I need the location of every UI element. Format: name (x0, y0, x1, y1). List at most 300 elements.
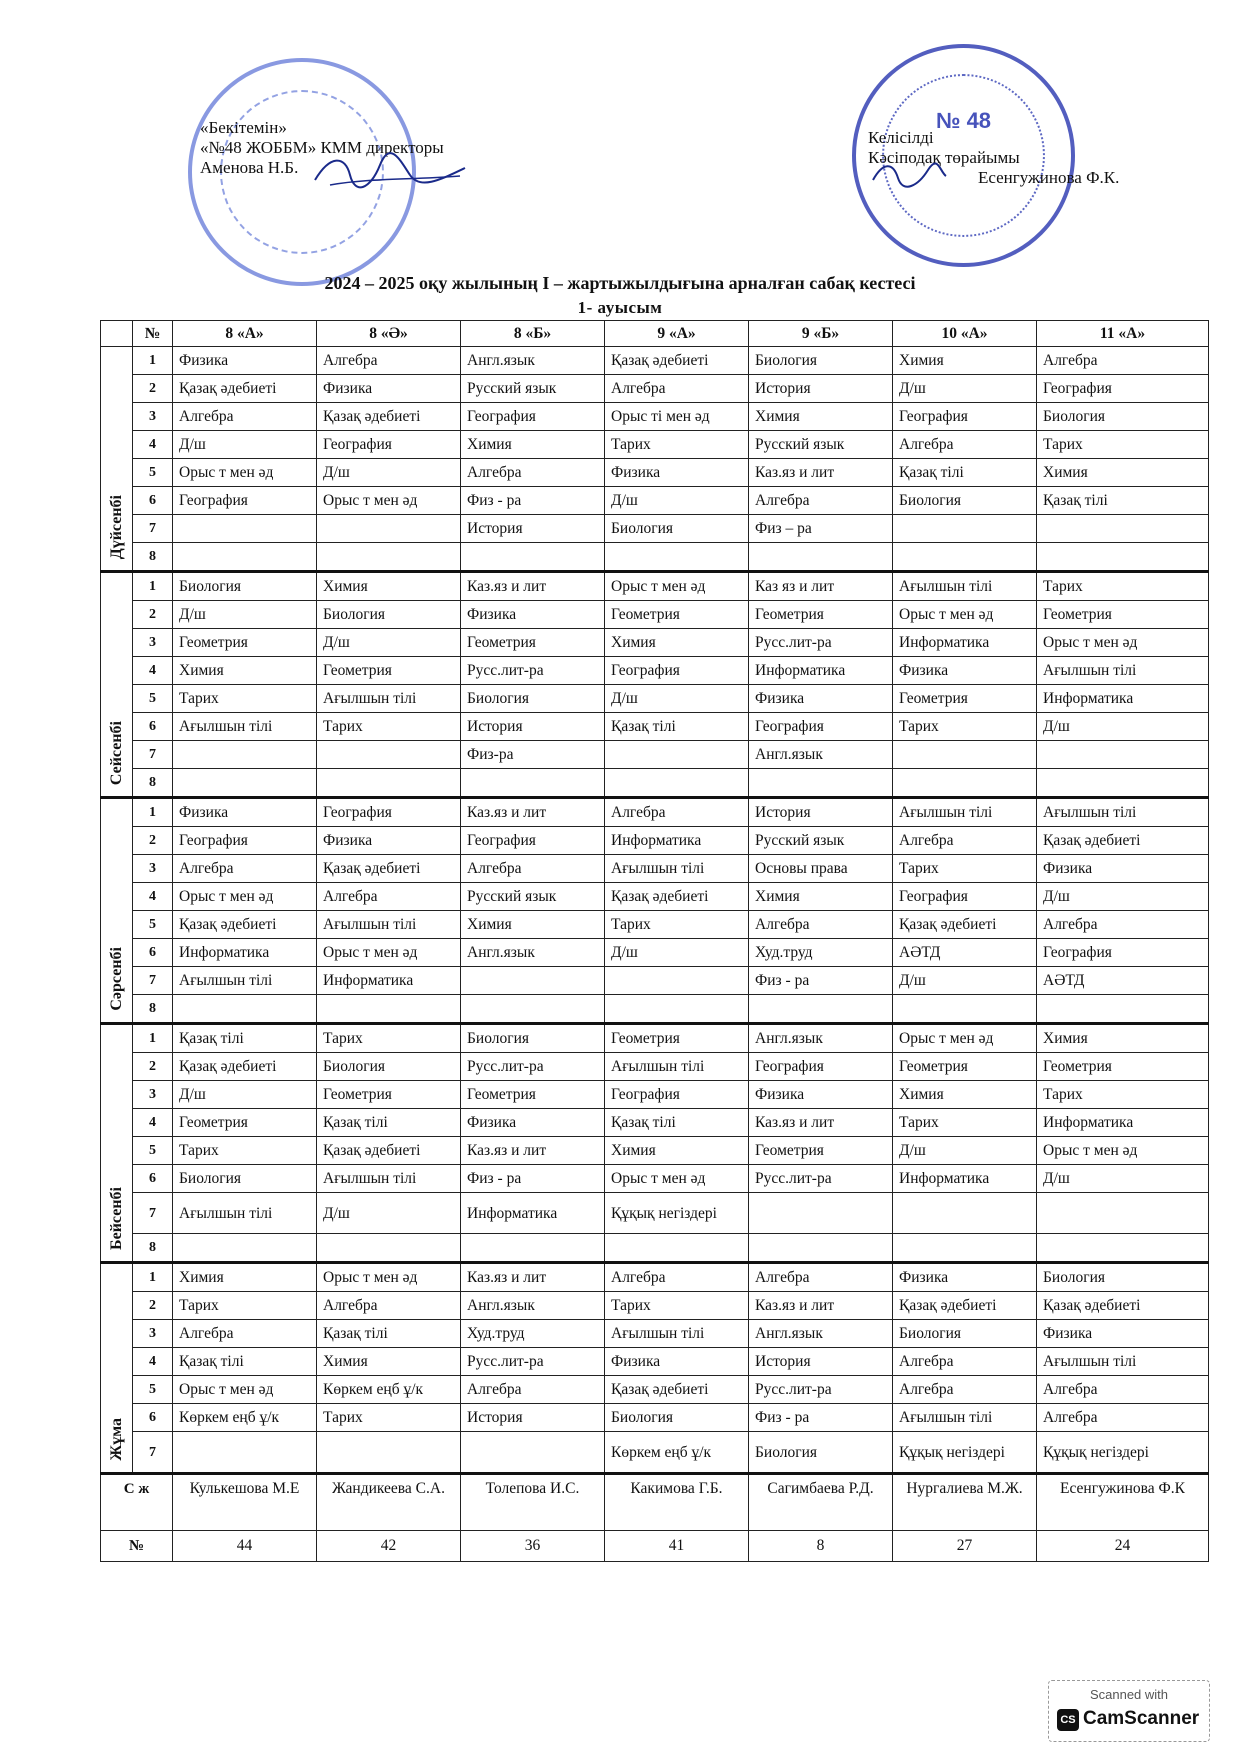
camscanner-logo-icon: CS (1057, 1709, 1079, 1731)
subject-cell: Физика (605, 459, 749, 487)
subject-cell: Информатика (749, 657, 893, 685)
subject-cell (461, 995, 605, 1024)
subject-cell: География (173, 827, 317, 855)
seal-number: № 48 (935, 108, 992, 133)
lesson-number: 2 (133, 1053, 173, 1081)
subject-cell: Д/ш (1037, 1165, 1209, 1193)
lesson-number: 6 (133, 1404, 173, 1432)
approval-name: Есенгужинова Ф.К. (978, 168, 1120, 187)
subject-cell: Тарих (173, 1292, 317, 1320)
subject-cell: География (893, 403, 1037, 431)
director-signature (310, 150, 470, 195)
subject-cell: Русс.лит-ра (461, 1348, 605, 1376)
lesson-row (101, 1348, 1209, 1376)
subject-cell: Биология (605, 515, 749, 543)
subject-cell: География (317, 798, 461, 827)
subject-cell: Ағылшын тілі (1037, 1348, 1209, 1376)
subject-cell: Информатика (605, 827, 749, 855)
subject-cell: Каз яз и лит (749, 572, 893, 601)
lesson-number: 5 (133, 911, 173, 939)
subject-cell: Қазақ әдебиеті (173, 911, 317, 939)
subject-cell: Алгебра (173, 1320, 317, 1348)
subject-cell: Алгебра (1037, 911, 1209, 939)
subject-cell: Биология (317, 1053, 461, 1081)
subject-cell: История (749, 798, 893, 827)
subject-cell: Геометрия (893, 685, 1037, 713)
subject-cell: Физ - ра (749, 1404, 893, 1432)
teacher-name: Нургалиева М.Ж. (893, 1474, 1037, 1531)
approval-name: Аменова Н.Б. (200, 158, 299, 177)
class-header: 10 «А» (893, 321, 1037, 347)
subject-cell: Ағылшын тілі (317, 685, 461, 713)
lesson-row (101, 798, 1209, 827)
subject-cell: Алгебра (1037, 347, 1209, 375)
subject-cell (317, 1432, 461, 1474)
watermark-brand: CamScanner (1083, 1708, 1200, 1729)
subject-cell: Русс.лит-ра (749, 1165, 893, 1193)
subject-cell: Каз.яз и лит (749, 459, 893, 487)
subject-cell (605, 543, 749, 572)
subject-cell: Тарих (317, 1024, 461, 1053)
subject-cell (1037, 1234, 1209, 1263)
teacher-name: Кулькешова М.Е (173, 1474, 317, 1531)
subject-cell: История (461, 1404, 605, 1432)
subject-cell: Орыс т мен әд (605, 572, 749, 601)
lesson-row (101, 1292, 1209, 1320)
day-label (101, 1024, 133, 1263)
subject-cell: Алгебра (1037, 1404, 1209, 1432)
subject-cell: Ағылшын тілі (605, 1320, 749, 1348)
lesson-row (101, 1432, 1209, 1474)
subject-cell (317, 995, 461, 1024)
lesson-row (101, 1234, 1209, 1263)
subject-cell: География (605, 1081, 749, 1109)
subject-cell: История (749, 1348, 893, 1376)
lesson-number: 7 (133, 1432, 173, 1474)
subject-cell: Қазақ тілі (893, 459, 1037, 487)
room-number: 42 (317, 1531, 461, 1562)
subject-cell: Геометрия (461, 1081, 605, 1109)
lesson-row (101, 629, 1209, 657)
subject-cell: Ағылшын тілі (893, 798, 1037, 827)
subject-cell: Орыс т мен әд (1037, 629, 1209, 657)
subject-cell: Тарих (1037, 572, 1209, 601)
lesson-row (101, 1376, 1209, 1404)
subject-cell: Орыс т мен әд (317, 487, 461, 515)
subject-cell: Ағылшын тілі (893, 1404, 1037, 1432)
subject-cell: Алгебра (605, 375, 749, 403)
subject-cell: География (461, 403, 605, 431)
subject-cell: Орыс т мен әд (893, 1024, 1037, 1053)
subject-cell: Химия (461, 911, 605, 939)
subject-cell: Физика (1037, 1320, 1209, 1348)
subject-cell: АӘТД (893, 939, 1037, 967)
subject-cell: Физика (173, 347, 317, 375)
subject-cell: Информатика (173, 939, 317, 967)
lesson-number: 8 (133, 543, 173, 572)
subject-cell (461, 967, 605, 995)
subject-cell: Геометрия (749, 1137, 893, 1165)
lesson-number: 4 (133, 1348, 173, 1376)
subject-cell: Физ - ра (461, 487, 605, 515)
subject-cell: Физика (461, 601, 605, 629)
schedule-table (100, 320, 1209, 1562)
subject-cell: Химия (749, 883, 893, 911)
lesson-row (101, 347, 1209, 375)
subject-cell (893, 741, 1037, 769)
subject-cell: История (749, 375, 893, 403)
class-header: 9 «Б» (749, 321, 893, 347)
subject-cell: Каз.яз и лит (749, 1109, 893, 1137)
lesson-number: 8 (133, 995, 173, 1024)
subject-cell: География (1037, 375, 1209, 403)
lesson-row (101, 403, 1209, 431)
lesson-number: 6 (133, 939, 173, 967)
approval-position: Кәсіподақ төрайымы (868, 148, 1020, 167)
subject-cell: Алгебра (893, 1348, 1037, 1376)
subject-cell: Құқық негіздері (1037, 1432, 1209, 1474)
subject-cell: Информатика (1037, 1109, 1209, 1137)
lesson-number: 8 (133, 769, 173, 798)
union-signature (868, 160, 948, 190)
subject-cell: Русс.лит-ра (461, 657, 605, 685)
subject-cell: Физика (893, 657, 1037, 685)
subject-cell (749, 769, 893, 798)
class-header: 9 «А» (605, 321, 749, 347)
subject-cell: Ағылшын тілі (893, 572, 1037, 601)
subject-cell: Қазақ тілі (1037, 487, 1209, 515)
subject-cell (605, 995, 749, 1024)
subject-cell: Физика (749, 1081, 893, 1109)
teacher-name: Есенгужинова Ф.К (1037, 1474, 1209, 1531)
subject-cell: Алгебра (461, 1376, 605, 1404)
subject-cell: Алгебра (461, 855, 605, 883)
subject-cell (749, 1193, 893, 1234)
day-label (101, 1263, 133, 1474)
lesson-row (101, 515, 1209, 543)
lesson-number: 3 (133, 629, 173, 657)
subject-cell: Алгебра (1037, 1376, 1209, 1404)
subject-cell: Химия (317, 572, 461, 601)
rooms-row (101, 1531, 1209, 1562)
teacher-name: Жандикеева С.А. (317, 1474, 461, 1531)
subject-cell: Физика (605, 1348, 749, 1376)
subject-cell (317, 543, 461, 572)
lesson-row (101, 911, 1209, 939)
day-label (101, 572, 133, 798)
subject-cell: Қазақ әдебиеті (605, 1376, 749, 1404)
subject-cell (893, 543, 1037, 572)
subject-cell: Д/ш (1037, 883, 1209, 911)
subject-cell: Орыс ті мен әд (605, 403, 749, 431)
subject-cell: Орыс т мен әд (317, 1263, 461, 1292)
lesson-number: 1 (133, 798, 173, 827)
day-name: Бейсенбі (107, 1187, 125, 1250)
subject-cell: Д/ш (173, 1081, 317, 1109)
subject-cell: Орыс т мен әд (173, 1376, 317, 1404)
subject-cell: Физ-ра (461, 741, 605, 769)
subject-cell (749, 995, 893, 1024)
subject-cell: Орыс т мен әд (317, 939, 461, 967)
subject-cell: Қазақ тілі (605, 1109, 749, 1137)
approval-heading: Келісілді (868, 128, 934, 147)
lesson-number: 5 (133, 1376, 173, 1404)
subject-cell: Д/ш (605, 487, 749, 515)
subject-cell (1037, 995, 1209, 1024)
subject-cell: Д/ш (1037, 713, 1209, 741)
subject-cell: Англ.язык (461, 939, 605, 967)
day-name: Сейсенбі (107, 720, 125, 785)
subject-cell: Ағылшын тілі (1037, 798, 1209, 827)
lesson-number: 6 (133, 487, 173, 515)
day-name: Дүйсенбі (107, 494, 125, 559)
subject-cell: Химия (1037, 459, 1209, 487)
subject-cell: Д/ш (605, 685, 749, 713)
subject-cell: Информатика (893, 1165, 1037, 1193)
subject-cell: География (893, 883, 1037, 911)
subject-cell: Информатика (317, 967, 461, 995)
subject-cell: Англ.язык (461, 1292, 605, 1320)
subject-cell: Қазақ әдебиеті (317, 403, 461, 431)
subject-cell: Орыс т мен әд (173, 459, 317, 487)
class-header: 8 «А» (173, 321, 317, 347)
subject-cell: Биология (317, 601, 461, 629)
lesson-number: 3 (133, 403, 173, 431)
subject-cell: История (461, 713, 605, 741)
subject-cell: Химия (605, 1137, 749, 1165)
subject-cell: Каз.яз и лит (461, 572, 605, 601)
room-number: 8 (749, 1531, 893, 1562)
subject-cell: Д/ш (317, 629, 461, 657)
lesson-row (101, 713, 1209, 741)
subject-cell: География (461, 827, 605, 855)
subject-cell: Тарих (893, 855, 1037, 883)
subject-cell: Көркем еңб ұ/к (605, 1432, 749, 1474)
lesson-number: 5 (133, 685, 173, 713)
subject-cell (605, 1234, 749, 1263)
approval-heading: «Бекітемін» (200, 118, 287, 137)
subject-cell (317, 741, 461, 769)
room-number: 27 (893, 1531, 1037, 1562)
lesson-number: 8 (133, 1234, 173, 1263)
lesson-row (101, 1404, 1209, 1432)
lesson-row (101, 375, 1209, 403)
subject-cell: Алгебра (749, 487, 893, 515)
lesson-number: 4 (133, 883, 173, 911)
subject-cell: Қазақ әдебиеті (605, 347, 749, 375)
lesson-row (101, 1320, 1209, 1348)
lesson-number: 2 (133, 601, 173, 629)
lesson-number: 7 (133, 515, 173, 543)
lesson-row (101, 1165, 1209, 1193)
subject-cell: Қазақ әдебиеті (1037, 827, 1209, 855)
subject-cell (605, 967, 749, 995)
subject-cell: Ағылшын тілі (173, 1193, 317, 1234)
subject-cell: Тарих (1037, 431, 1209, 459)
subject-cell: Русский язык (461, 375, 605, 403)
subject-cell (749, 1234, 893, 1263)
subject-cell: Алгебра (173, 403, 317, 431)
lesson-number: 4 (133, 1109, 173, 1137)
subject-cell: Көркем еңб ұ/к (173, 1404, 317, 1432)
subject-cell: Тарих (173, 1137, 317, 1165)
day-name: Сәрсенбі (107, 947, 125, 1011)
subject-cell: Русс.лит-ра (749, 629, 893, 657)
lesson-number: 6 (133, 713, 173, 741)
subject-cell (1037, 515, 1209, 543)
lesson-number: 6 (133, 1165, 173, 1193)
rooms-label: № (101, 1531, 173, 1562)
teachers-row (101, 1474, 1209, 1531)
subject-cell: Қазақ тілі (173, 1024, 317, 1053)
lesson-row (101, 431, 1209, 459)
subject-cell: Каз.яз и лит (461, 1137, 605, 1165)
subject-cell (749, 543, 893, 572)
subject-cell: Алгебра (605, 1263, 749, 1292)
subject-cell: Биология (1037, 1263, 1209, 1292)
lesson-row (101, 572, 1209, 601)
subject-cell: Основы права (749, 855, 893, 883)
lesson-row (101, 883, 1209, 911)
subject-cell: Тарих (893, 1109, 1037, 1137)
class-header: 8 «Б» (461, 321, 605, 347)
room-number: 44 (173, 1531, 317, 1562)
teacher-name: Сагимбаева Р.Д. (749, 1474, 893, 1531)
subject-cell: Ағылшын тілі (317, 911, 461, 939)
subject-cell: Геометрия (749, 601, 893, 629)
subject-cell (173, 515, 317, 543)
subject-cell: Тарих (317, 713, 461, 741)
subject-cell: Тарих (605, 1292, 749, 1320)
lesson-number: 7 (133, 1193, 173, 1234)
subject-cell: Ағылшын тілі (1037, 657, 1209, 685)
day-header (101, 321, 133, 347)
watermark-caption: Scanned with (1089, 1687, 1169, 1702)
subject-cell: Алгебра (605, 798, 749, 827)
subject-cell (461, 543, 605, 572)
subject-cell: Физика (461, 1109, 605, 1137)
shift-label: 1- ауысым (577, 298, 663, 317)
subject-cell: География (1037, 939, 1209, 967)
subject-cell: Химия (605, 629, 749, 657)
subject-cell: Геометрия (461, 629, 605, 657)
subject-cell: Құқық негіздері (605, 1193, 749, 1234)
lesson-row (101, 543, 1209, 572)
subject-cell (893, 1234, 1037, 1263)
subject-cell (317, 515, 461, 543)
lesson-row (101, 741, 1209, 769)
lesson-number: 5 (133, 459, 173, 487)
subject-cell: Геометрия (317, 1081, 461, 1109)
lesson-row (101, 1193, 1209, 1234)
subject-cell (317, 1234, 461, 1263)
lesson-number: 1 (133, 1024, 173, 1053)
subject-cell: АӘТД (1037, 967, 1209, 995)
subject-cell: Физ – ра (749, 515, 893, 543)
subject-cell: История (461, 515, 605, 543)
lesson-row (101, 1024, 1209, 1053)
lesson-row (101, 995, 1209, 1024)
subject-cell: Информатика (461, 1193, 605, 1234)
subject-cell: Русский язык (461, 883, 605, 911)
subject-cell: Физика (173, 798, 317, 827)
subject-cell: География (173, 487, 317, 515)
subject-cell: Қазақ әдебиеті (1037, 1292, 1209, 1320)
subject-cell: Алгебра (461, 459, 605, 487)
subject-cell: Химия (1037, 1024, 1209, 1053)
subject-cell: Англ.язык (461, 347, 605, 375)
subject-cell: Ағылшын тілі (173, 713, 317, 741)
subject-cell (1037, 543, 1209, 572)
lesson-number: 4 (133, 431, 173, 459)
subject-cell (173, 543, 317, 572)
subject-cell: Англ.язык (749, 1024, 893, 1053)
subject-cell (893, 769, 1037, 798)
subject-cell: Физ - ра (461, 1165, 605, 1193)
subject-cell (893, 995, 1037, 1024)
subject-cell: Алгебра (893, 827, 1037, 855)
day-name: Жұма (107, 1418, 125, 1461)
lesson-number: 3 (133, 1081, 173, 1109)
subject-cell: Қазақ әдебиеті (893, 911, 1037, 939)
subject-cell: Қазақ тілі (173, 1348, 317, 1376)
subject-cell: Тарих (1037, 1081, 1209, 1109)
subject-cell: Геометрия (173, 629, 317, 657)
header-row (101, 321, 1209, 347)
subject-cell (893, 515, 1037, 543)
lesson-row (101, 601, 1209, 629)
subject-cell: Ағылшын тілі (317, 1165, 461, 1193)
subject-cell (1037, 741, 1209, 769)
subject-cell: Химия (173, 1263, 317, 1292)
subject-cell: Геометрия (893, 1053, 1037, 1081)
subject-cell (173, 1432, 317, 1474)
subject-cell: Биология (173, 572, 317, 601)
subject-cell: Русс.лит-ра (749, 1376, 893, 1404)
subject-cell: Д/ш (173, 601, 317, 629)
subject-cell: Геометрия (1037, 1053, 1209, 1081)
subject-cell (1037, 769, 1209, 798)
lesson-row (101, 967, 1209, 995)
subject-cell: География (605, 657, 749, 685)
subject-cell: Биология (749, 347, 893, 375)
subject-cell: Биология (893, 1320, 1037, 1348)
lesson-row (101, 459, 1209, 487)
lesson-row (101, 769, 1209, 798)
subject-cell: Русс.лит-ра (461, 1053, 605, 1081)
subject-cell: Геометрия (1037, 601, 1209, 629)
subject-cell: Русский язык (749, 431, 893, 459)
lesson-row (101, 1109, 1209, 1137)
subject-cell: Англ.язык (749, 741, 893, 769)
lesson-number: 5 (133, 1137, 173, 1165)
subject-cell (1037, 1193, 1209, 1234)
subject-cell: Геометрия (605, 601, 749, 629)
subject-cell: Д/ш (893, 375, 1037, 403)
subject-cell: Д/ш (173, 431, 317, 459)
lesson-number: 7 (133, 967, 173, 995)
subject-cell (173, 741, 317, 769)
subject-cell: Худ.труд (749, 939, 893, 967)
lesson-number: 2 (133, 827, 173, 855)
day-label (101, 347, 133, 572)
subject-cell: Химия (749, 403, 893, 431)
subject-cell (461, 1234, 605, 1263)
lesson-row (101, 1081, 1209, 1109)
subject-cell: Каз.яз и лит (461, 1263, 605, 1292)
camscanner-watermark (1048, 1680, 1210, 1742)
subject-cell: Русский язык (749, 827, 893, 855)
